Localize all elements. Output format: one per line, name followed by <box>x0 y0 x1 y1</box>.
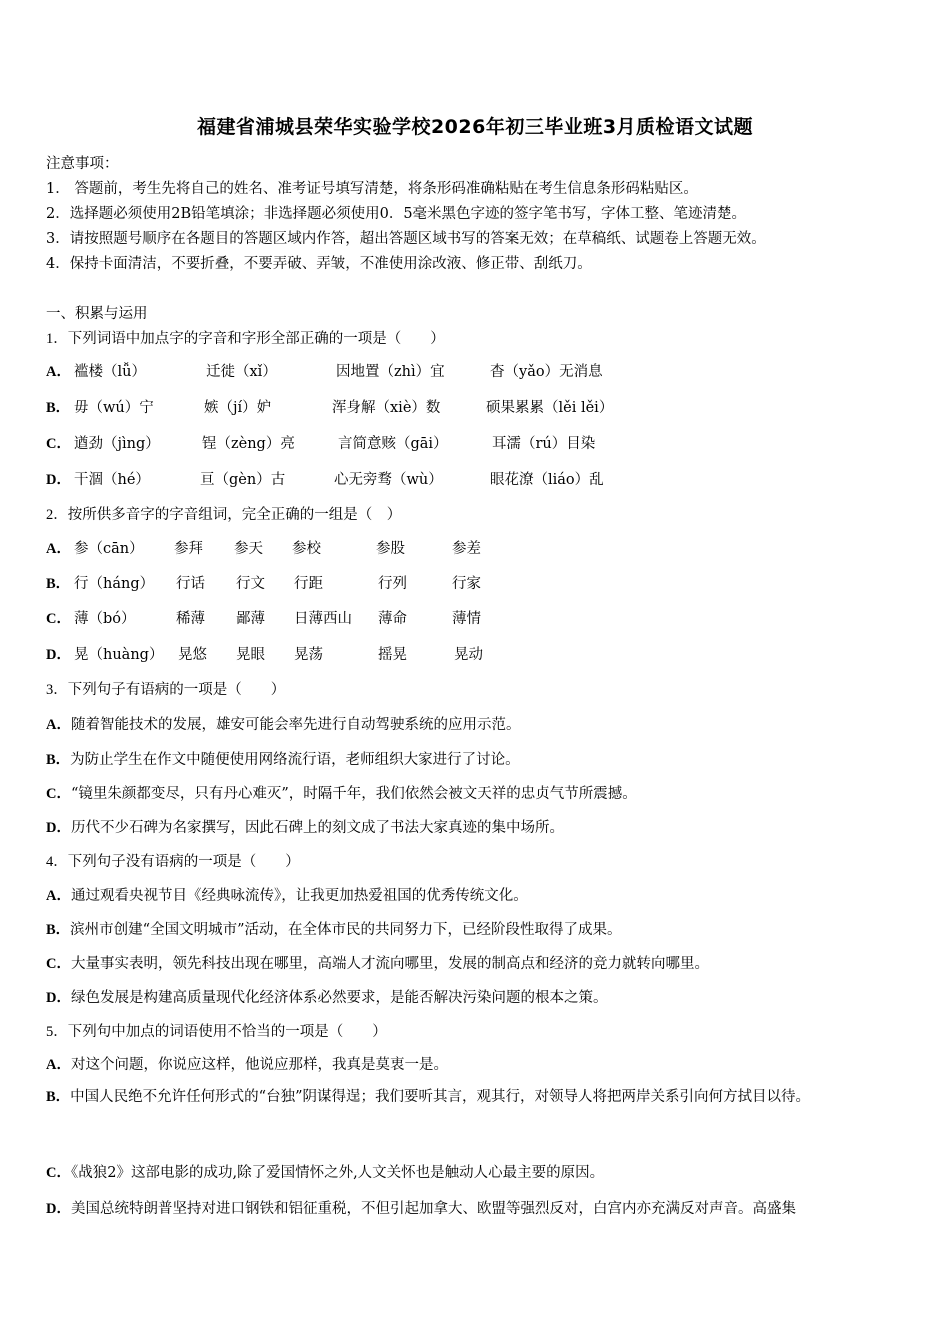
option-label: D． <box>46 472 71 488</box>
option-text: 历代不少石碑为名家撰写，因此石碑上的刻文成了书法大家真迹的集中场所。 <box>70 820 564 836</box>
option-item: 参（cān） <box>74 541 144 557</box>
option-label: B． <box>46 400 71 416</box>
option-item: 嫉（jí）妒 <box>204 400 272 416</box>
option-item: 亘（gèn）古 <box>200 472 286 488</box>
option-item: 眼花潦（liáo）乱 <box>490 472 604 488</box>
option-item: 行列 <box>378 576 407 592</box>
option-label: B． <box>46 752 71 768</box>
option-label: B． <box>46 1089 71 1105</box>
option-row <box>46 952 709 973</box>
option-item: 锃（zèng）亮 <box>202 436 295 452</box>
option-item: 干涸（hé） <box>74 472 150 488</box>
option-item: 参拜 <box>174 541 203 557</box>
option-text: “镜里朱颜都变尽，只有丹心难灭”，时隔千年，我们依然会被文天祥的忠贞气节所震撼。 <box>70 786 637 802</box>
option-item: 褴楼（lǚ） <box>74 364 146 380</box>
option-row <box>46 1161 604 1182</box>
option-item: 行家 <box>452 576 481 592</box>
option-label: A． <box>46 717 71 733</box>
option-label: C． <box>46 436 71 452</box>
option-label: A． <box>46 1057 71 1073</box>
option-text: 滨州市创建“全国文明城市”活动，在全体市民的共同努力下，已经阶段性取得了成果。 <box>70 922 622 938</box>
option-label: A． <box>46 888 71 904</box>
option-item: 薄（bó） <box>74 611 136 627</box>
option-item: 参校 <box>292 541 321 557</box>
option-item: 硕果累累（lěi lěi） <box>486 400 614 416</box>
section-heading: 一、积累与运用 <box>46 306 148 322</box>
option-item: 晃悠 <box>178 647 207 663</box>
notice-item: 2．选择题必须使用2B铅笔填涂；非选择题必须使用0．5毫米黑色字迹的签字笔书写，字体工整、笔迹清楚。 <box>46 206 747 222</box>
option-label: C． <box>46 1165 71 1181</box>
option-item: 行（háng） <box>74 576 155 592</box>
option-item: 心无旁骛（wù） <box>334 472 443 488</box>
notice-item: 3．请按照题号顺序在各题目的答题区域内作答，超出答题区域书写的答案无效；在草稿纸、试题卷上答题无效。 <box>46 231 766 247</box>
option-text: 随着智能技术的发展，雄安可能会率先进行自动驾驶系统的应用示范。 <box>70 717 521 733</box>
option-text: 美国总统特朗普坚持对进口钢铁和铝征重税，不但引起加拿大、欧盟等强烈反对，白宫内亦充满反对声音。高盛集 <box>70 1201 796 1217</box>
option-item: 晃眼 <box>236 647 265 663</box>
option-item: 参差 <box>452 541 481 557</box>
option-item: 言简意赅（gāi） <box>338 436 448 452</box>
question-3-stem: 3．下列句子有语病的一项是（ ） <box>46 682 286 698</box>
option-item: 薄情 <box>452 611 481 627</box>
option-label: B． <box>46 922 71 938</box>
option-row <box>46 748 520 769</box>
option-item: 晃荡 <box>294 647 323 663</box>
option-text: 绿色发展是构建高质量现代化经济体系必然要求，是能否解决污染问题的根本之策。 <box>70 990 608 1006</box>
option-item: 晃（huàng） <box>74 647 164 663</box>
option-item: 参天 <box>234 541 263 557</box>
question-1-stem: 1．下列词语中加点字的字音和字形全部正确的一项是（ ） <box>46 331 445 347</box>
option-text: 中国人民绝不允许任何形式的“台独”阴谋得逞；我们要听其言，观其行，对领导人将把两岸关系引向何方拭目以待。 <box>70 1089 810 1105</box>
option-label: D． <box>46 990 71 1006</box>
option-item: 因地置（zhì）宜 <box>336 364 445 380</box>
option-item: 晃动 <box>454 647 483 663</box>
option-text: 大量事实表明，领先科技出现在哪里，高端人才流向哪里，发展的制高点和经济的竞力就转向哪里。 <box>70 956 709 972</box>
option-item: 浑身解（xiè）数 <box>332 400 441 416</box>
option-row <box>46 1053 448 1074</box>
option-label: A． <box>46 541 71 557</box>
option-label: D． <box>46 647 71 663</box>
question-2-stem: 2．按所供多音字的字音组词，完全正确的一组是（ ） <box>46 507 402 523</box>
option-row <box>46 1197 796 1218</box>
option-item: 行距 <box>294 576 323 592</box>
option-item: 参股 <box>376 541 405 557</box>
notice-item: 4．保持卡面清洁，不要折叠，不要弄破、弄皱，不准使用涂改液、修正带、刮纸刀。 <box>46 256 592 272</box>
option-item: 鄙薄 <box>236 611 265 627</box>
question-5-stem: 5．下列句中加点的词语使用不恰当的一项是（ ） <box>46 1024 387 1040</box>
option-text: 对这个问题，你说应这样，他说应那样，我真是莫衷一是。 <box>70 1057 448 1073</box>
option-item: 薄命 <box>378 611 407 627</box>
option-row <box>46 816 564 837</box>
page-title: 福建省浦城县荣华实验学校2026年初三毕业班3月质检语文试题 <box>196 116 754 138</box>
option-label: D． <box>46 820 71 836</box>
option-row <box>46 884 528 905</box>
option-row <box>46 1079 908 1115</box>
option-row <box>46 713 520 734</box>
option-item: 迁徙（xǐ） <box>206 364 277 380</box>
option-label: C． <box>46 786 71 802</box>
option-label: B． <box>46 576 71 592</box>
option-label: A． <box>46 364 71 380</box>
notice-heading: 注意事项： <box>46 156 119 172</box>
question-4-stem: 4．下列句子没有语病的一项是（ ） <box>46 854 300 870</box>
option-text: 《战狼2》这部电影的成功,除了爱国情怀之外,人文关怀也是触动人心最主要的原因。 <box>70 1165 605 1181</box>
option-row <box>46 918 622 939</box>
option-text: 通过观看央视节目《经典咏流传》，让我更加热爱祖国的优秀传统文化。 <box>70 888 528 904</box>
option-item: 行话 <box>176 576 205 592</box>
option-text: 为防止学生在作文中随便使用网络流行语，老师组织大家进行了讨论。 <box>70 752 520 768</box>
option-item: 日薄西山 <box>294 611 352 627</box>
option-label: D． <box>46 1201 71 1217</box>
option-item: 耳濡（rú）目染 <box>492 436 596 452</box>
option-item: 摇晃 <box>378 647 407 663</box>
option-item: 遒劲（jìng） <box>74 436 160 452</box>
option-row <box>46 782 637 803</box>
notice-item: 1． 答题前，考生先将自己的姓名、准考证号填写清楚，将条形码准确粘贴在考生信息条形码粘贴区。 <box>46 181 698 197</box>
option-item: 毋（wú）宁 <box>74 400 154 416</box>
option-item: 杳（yǎo）无消息 <box>490 364 603 380</box>
option-row <box>46 986 607 1007</box>
option-label: C． <box>46 956 71 972</box>
option-item: 行文 <box>236 576 265 592</box>
option-item: 稀薄 <box>176 611 205 627</box>
option-label: C． <box>46 611 71 627</box>
